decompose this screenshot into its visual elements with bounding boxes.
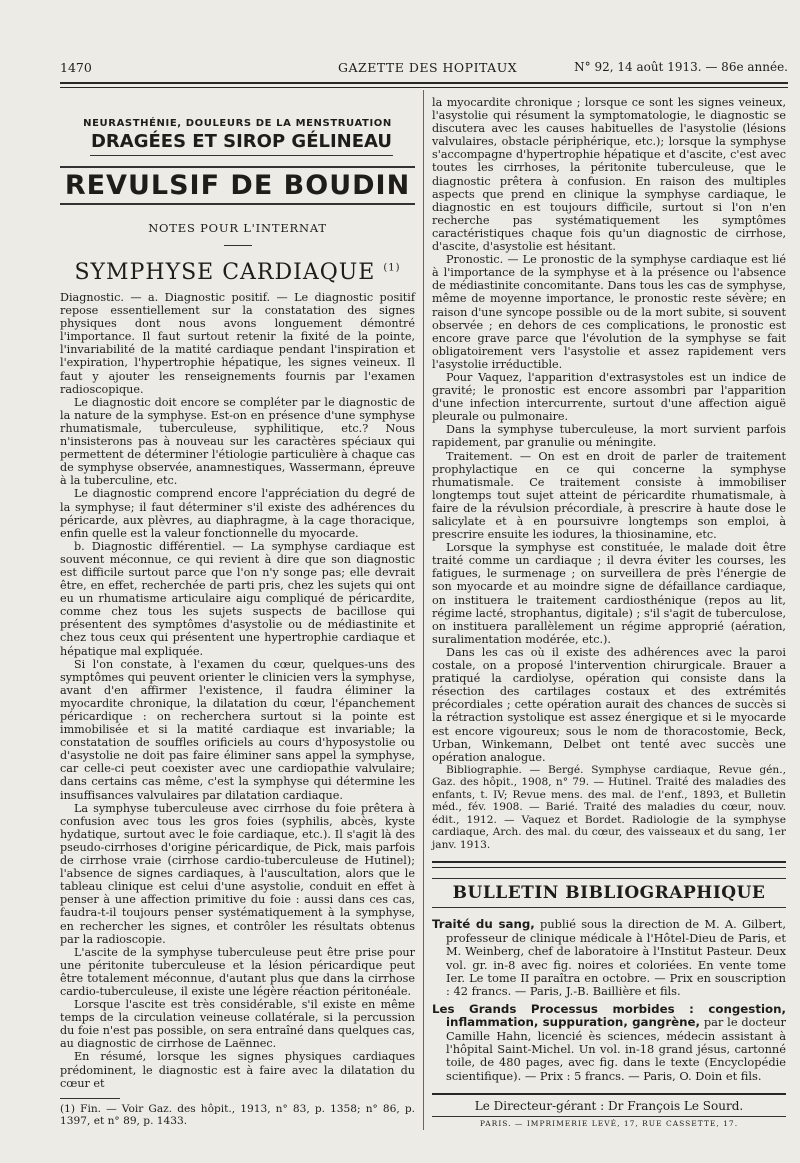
ad-neurasthenie: NEURASTHÉNIE, DOULEURS DE LA MENSTRUATION [83,118,392,129]
journal-title: GAZETTE DES HOPITAUX [338,60,518,75]
bibliography: Bibliographie. — Bergé. Symphyse cardiaque, Revue gén., Gaz. des hôpit., 1908, n° 79. — Hutinel. Traité des maladies des enfants, t. IV; Revue mens. des mal. de l'enf., 1893, et Bulletin méd., fév. 1908. — Barié. Traité des maladies du cœur, nouv. édit., 1912. — Vaquez et Bordet. Radiologie de la symphyse cardiaque, Arch. des mal. du cœur, des vaisseaux et du sang, 1er janv. 1913. [432,763,786,851]
paragraph: Pour Vaquez, l'apparition d'extrasystoles est un indice de gravité; le pronostic est encore assombri par l'apparition d'une infection intercurrente, surtout d'une affection aiguë pleurale ou pulmonaire. [432,370,786,424]
bulletin-entry [432,1003,786,1083]
footnote: (1) Fin. — Voir Gaz. des hôpit., 1913, n° 83, p. 1358; n° 86, p. 1397, et n° 89, p. 1433. [60,1102,415,1128]
bulletin-entry-title: Les Grands Processus morbides : congestion, inflammation, suppuration, gangrène, [432,1001,786,1030]
paragraph: Dans la symphyse tuberculeuse, la mort survient parfois rapidement, par granulie ou méningite. [432,423,786,450]
column-divider [423,90,424,1130]
paragraph: L'ascite de la symphyse tuberculeuse peut être prise pour une péritonite tuberculeuse et la lésion péricardique peut être totalement méconnue, d'autant plus que dans la cirrhose cardio-tuberculeuse, il existe une légère réaction péritonéale. [60,945,415,998]
paragraph: la myocardite chronique ; lorsque ce sont les signes veineux, l'asystolie qui résument la symptomatologie, le diagnostic se discutera avec les causes habituelles de l'asystolie (lésions valvulaires, obstacle périphérique, etc.); lorsque la symphyse s'accompagne d'hypertrophie hépatique et d'ascite, c'est avec toutes les cirrhoses, la péritonite tuberculeuse, que le diagnostic prêtera à confusion. En raison des multiples aspects que prend en clinique la symphyse cardiaque, le diagnostic en est toujours difficile, surtout si l'on n'en recherche pas systématiquement les symptômes caractéristiques chaque fois qu'un diagnostic de cirrhose, d'ascite, d'asystolie est hésitant. [432,96,786,254]
bulletin-entry-text: publié sous la direction de M. A. Gilbert, professeur de clinique médicale à l'Hôtel-Dieu de Paris, et M. Weinberg, chef de laboratoire à l'Institut Pasteur. Deux vol. gr. in-8 avec fig. noires et coloriées. En vente tome Ier. Le tome II paraîtra en octobre. — Prix en souscription : 42 francs. — Paris, J.-B. Baillière et fils. [446,917,787,999]
section-rule [432,861,786,868]
imprimerie-line: PARIS. — IMPRIMERIE LEVÉ, 17, RUE CASSETTE, 17. [432,1116,786,1128]
bulletin-entry-text: par le docteur Camille Hahn, licencié ès sciences, médecin assistant à l'hôpital Saint-Michel. Un vol. in-18 grand jésus, cartonné toile, de 480 pages, avec fig. dans le texte (Encyclopédie scientifique). — Prix : 5 francs. — Paris, O. Doin et fils. [446,1015,786,1083]
ad-revulsif: REVULSIF DE BOUDIN [60,166,415,205]
paragraph: Dans les cas où il existe des adhérences avec la paroi costale, on a proposé l'intervention chirurgicale. Brauer a pratiqué la cardiolyse, opération qui consiste dans la résection des cartilages costaux et des extrémités précordiales ; cette opération aurait des chances de succès si la rétraction systolique est assez énergique et si le myocarde est encore vigoureux; sous le nom de thoracostomie, Beck, Urban, Winkemann, Delbet ont tenté avec succès une opération analogue. [432,645,786,764]
ad-dragees: DRAGÉES ET SIROP GÉLINEAU [90,131,393,156]
paragraph: Lorsque la symphyse est constituée, le malade doit être traité comme un cardiaque ; il devra éviter les courses, les fatigues, le surmenage ; on surveillera de près l'énergie de son myocarde et au moindre signe de défaillance cardiaque, on instituera le traitement cardiosthénique (repos au lit, régime lacté, strophantus, digitale) ; s'il s'agit de tuberculose, on instituera parallèlement un régime approprié (aération, suralimentation modérée, etc.). [432,541,786,646]
left-column [60,96,415,1128]
short-rule [224,245,252,246]
section-heading: NOTES POUR L'INTERNAT [148,221,327,235]
article-title [60,260,415,285]
paragraph: Pronostic. — Le pronostic de la symphyse cardiaque est lié à l'importance de la symphyse et à la présence ou l'absence de médiastinite concomitante. Dans tous les cas de symphyse, même de moyenne importance, le pronostic reste sévère; en raison d'une syncope possible ou de la mort subite, si souvent observée ; en dehors de ces complications, le pronostic est encore grave parce que l'évolution de la symphyse se fait obligatoirement vers l'asystolie et assez rapidement vers l'asystolie irréductible. [432,253,786,371]
footnote-rule [60,1098,120,1099]
paragraph: Le diagnostic comprend encore l'appréciation du degré de la symphyse; il faut déterminer s'il existe des adhérences du péricarde, aux plèvres, au diaphragme, à la cage thoracique, enfin quelle est la valeur fonctionnelle du myocarde. [60,487,415,540]
bulletin-title: BULLETIN BIBLIOGRAPHIQUE [432,878,786,908]
gerant-line: Le Directeur-gérant : Dr François Le Sourd. [432,1093,786,1113]
paragraph: Le diagnostic doit encore se compléter par le diagnostic de la nature de la symphyse. Est-on en présence d'une symphyse rhumatismale, tuberculeuse, syphilitique, etc.? Nous n'insisterons pas à nouveau sur les caractères spéciaux qui permettent de déterminer l'étiologie particulière à chaque cas de symphyse observée, anamnestiques, Wassermann, épreuve à la tuberculine, etc. [60,395,415,488]
header-rule [60,82,788,88]
right-column [432,96,786,1128]
running-head [60,58,788,78]
article-title-text: SYMPHYSE CARDIAQUE [74,260,376,285]
paragraph: En résumé, lorsque les signes physiques cardiaques prédominent, le diagnostic est à faire avec la dilatation du cœur et [60,1050,415,1090]
paragraph: Diagnostic. — a. Diagnostic positif. — Le diagnostic positif repose essentiellement sur la constatation des signes physiques dont nous avons longuement démontré l'importance. Il faut surtout retenir la fixité de la pointe, l'invariabilité de la matité cardiaque pendant l'inspiration et l'expiration, l'hypertrophie hépatique, les signes veineux. Il faut y ajouter les renseignements fournis par l'examen radioscopique. [60,291,415,396]
paragraph: La symphyse tuberculeuse avec cirrhose du foie prêtera à confusion avec tous les gros foies (syphilis, abcès, kyste hydatique, surtout avec le foie cardiaque, etc.). Il s'agit là des pseudo-cirrhoses d'origine péricardique, de Pick, mais parfois de cirrhose vraie (cirrhose cardio-tuberculeuse de Hutinel); l'absence de signes cardiaques, à l'auscultation, alors que le tableau clinique est celui d'une asystolie, conduit en effet à penser à une affection primitive du foie : aussi dans ces cas, faudra-t-il toujours penser systématiquement à la symphyse, en rechercher les signes, et contrôler les résultats obtenus par la radioscopie. [60,801,415,946]
paragraph: Si l'on constate, à l'examen du cœur, quelques-uns des symptômes qui peuvent orienter le clinicien vers la symphyse, avant d'en affirmer l'existence, il faudra éliminer la myocardite chronique, la dilatation du cœur, l'épanchement péricardique : on recherchera surtout si la pointe est immobilisée et si la matité cardiaque est invariable; la constatation de souffles orificiels au cours d'hyposystolie ou d'asystolie ne doit pas faire éliminer sans appel la symphyse, car celle-ci peut coexister avec une cardiopathie valvulaire; dans certains cas même, c'est la symphyse qui détermine les insuffisances valvulaires par dilatation cardiaque. [60,657,415,802]
bulletin-entry-title: Traité du sang, [432,917,535,932]
page-number: 1470 [60,60,92,75]
bulletin-entry [432,918,786,998]
paragraph: Traitement. — On est en droit de parler de traitement prophylactique en ce qui concerne la symphyse rhumatismale. Ce traitement consiste à immobiliser longtemps tout sujet atteint de péricardite rhumatismale, à faire de la révulsion précordiale, à prescrire à haute dose le salicylate et à en poursuivre longtemps son emploi, à prescrire ensuite les iodures, la thiosinamine, etc. [432,449,786,542]
paragraph: b. Diagnostic différentiel. — La symphyse cardiaque est souvent méconnue, ce qui revient à dire que son diagnostic est difficile surtout parce que l'on n'y songe pas; elle devrait être, en effet, recherchée de parti pris, chez les sujets qui ont eu un rhumatisme articulaire aigu compliqué de péricardite, comme chez tous les sujets suspects de bacillose qui présentent des symptômes d'asystolie ou de médiastinite et chez tous ceux qui présentent une hypertrophie cardiaque et hépatique mal expliquée. [60,539,415,658]
issue-line: N° 92, 14 août 1913. — 86e année. [574,60,788,74]
footnote-marker: (1) [383,262,401,274]
paragraph: Lorsque l'ascite est très considérable, s'il existe en même temps de la circulation veineuse collatérale, si la percussion du foie n'est pas possible, on sera entraîné dans quelques cas, au diagnostic de cirrhose de Laënnec. [60,998,415,1051]
